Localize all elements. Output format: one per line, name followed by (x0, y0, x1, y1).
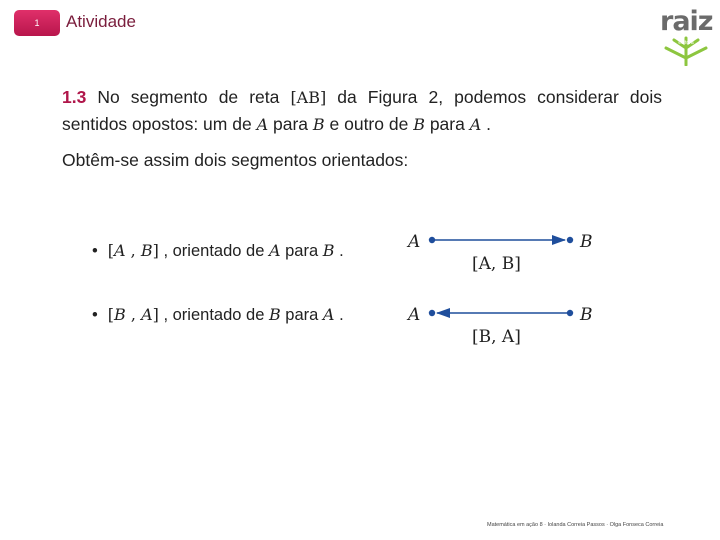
point-a: A (256, 115, 269, 134)
arrowhead-right (552, 235, 566, 245)
point-label: A (114, 241, 126, 260)
raiz-logo (660, 8, 712, 71)
point-label: B (268, 305, 281, 324)
summary-text: Obtêm-se assim dois segmentos orientados: (62, 150, 409, 170)
intro-text-3: para (268, 114, 313, 134)
figure-label-b: B (580, 232, 593, 252)
bullet-text: . (334, 306, 344, 324)
point-label: B (140, 241, 153, 260)
bracket: ] (152, 241, 159, 260)
point-b: B (413, 115, 425, 134)
endpoint-b (567, 310, 573, 316)
bullet-text: . (334, 242, 344, 260)
point-label: B (114, 305, 126, 324)
comma: , (125, 305, 142, 324)
bullet-text: , orientado de (158, 306, 269, 324)
footer-credits: Matemática em ação 8 · Iolanda Correia Passos · Olga Fonseca Correia (487, 522, 664, 528)
logo-leaf-icon (660, 36, 712, 66)
logo-text: raiz (660, 6, 713, 37)
bracket: [ (107, 305, 115, 324)
bullet-text: para (280, 306, 323, 324)
point-label: A (268, 241, 281, 260)
intro-text-1: No segmento de reta (86, 87, 291, 107)
activity-number-badge (14, 10, 60, 36)
intro-text-4: e outro de (324, 114, 414, 134)
page-title: Atividade (66, 12, 136, 31)
bullet-text: para (280, 242, 323, 260)
point-label: A (322, 305, 335, 324)
figure-label-a: A (408, 305, 421, 325)
endpoint-b (567, 237, 573, 243)
intro-text-6: . (481, 114, 491, 134)
point-a: A (469, 115, 482, 134)
bracket: ] (152, 305, 159, 324)
exercise-number: 1.3 (62, 87, 87, 107)
bracket: [ (107, 241, 115, 260)
figure-label-a: A (408, 232, 421, 252)
logo-sub-text: editora (678, 40, 694, 46)
oriented-segment-ab-figure (400, 225, 610, 277)
point-b: B (312, 115, 325, 134)
figure-caption: [A, B] (472, 254, 521, 274)
bullet-text: , orientado de (158, 242, 269, 260)
point-label: B (322, 241, 335, 260)
intro-paragraph (62, 84, 662, 138)
intro-text-2: da Figura 2, podemos considerar dois sentidos opostos: um de (62, 87, 663, 134)
intro-text-5: para (424, 114, 470, 134)
badge-number: 1 (34, 18, 40, 28)
bullet-item (92, 241, 344, 261)
segment-ab: [AB] (290, 88, 327, 107)
endpoint-a (429, 310, 435, 316)
point-label: A (141, 305, 153, 324)
comma: , (125, 241, 141, 260)
figure-caption: [B, A] (472, 327, 521, 347)
endpoint-a (429, 237, 435, 243)
bullet-symbol: • (92, 306, 98, 324)
bullet-symbol: • (92, 242, 98, 260)
arrowhead-left (436, 308, 450, 318)
bullet-item (92, 305, 344, 325)
oriented-segment-ba-figure (400, 298, 610, 350)
figure-label-b: B (580, 305, 593, 325)
